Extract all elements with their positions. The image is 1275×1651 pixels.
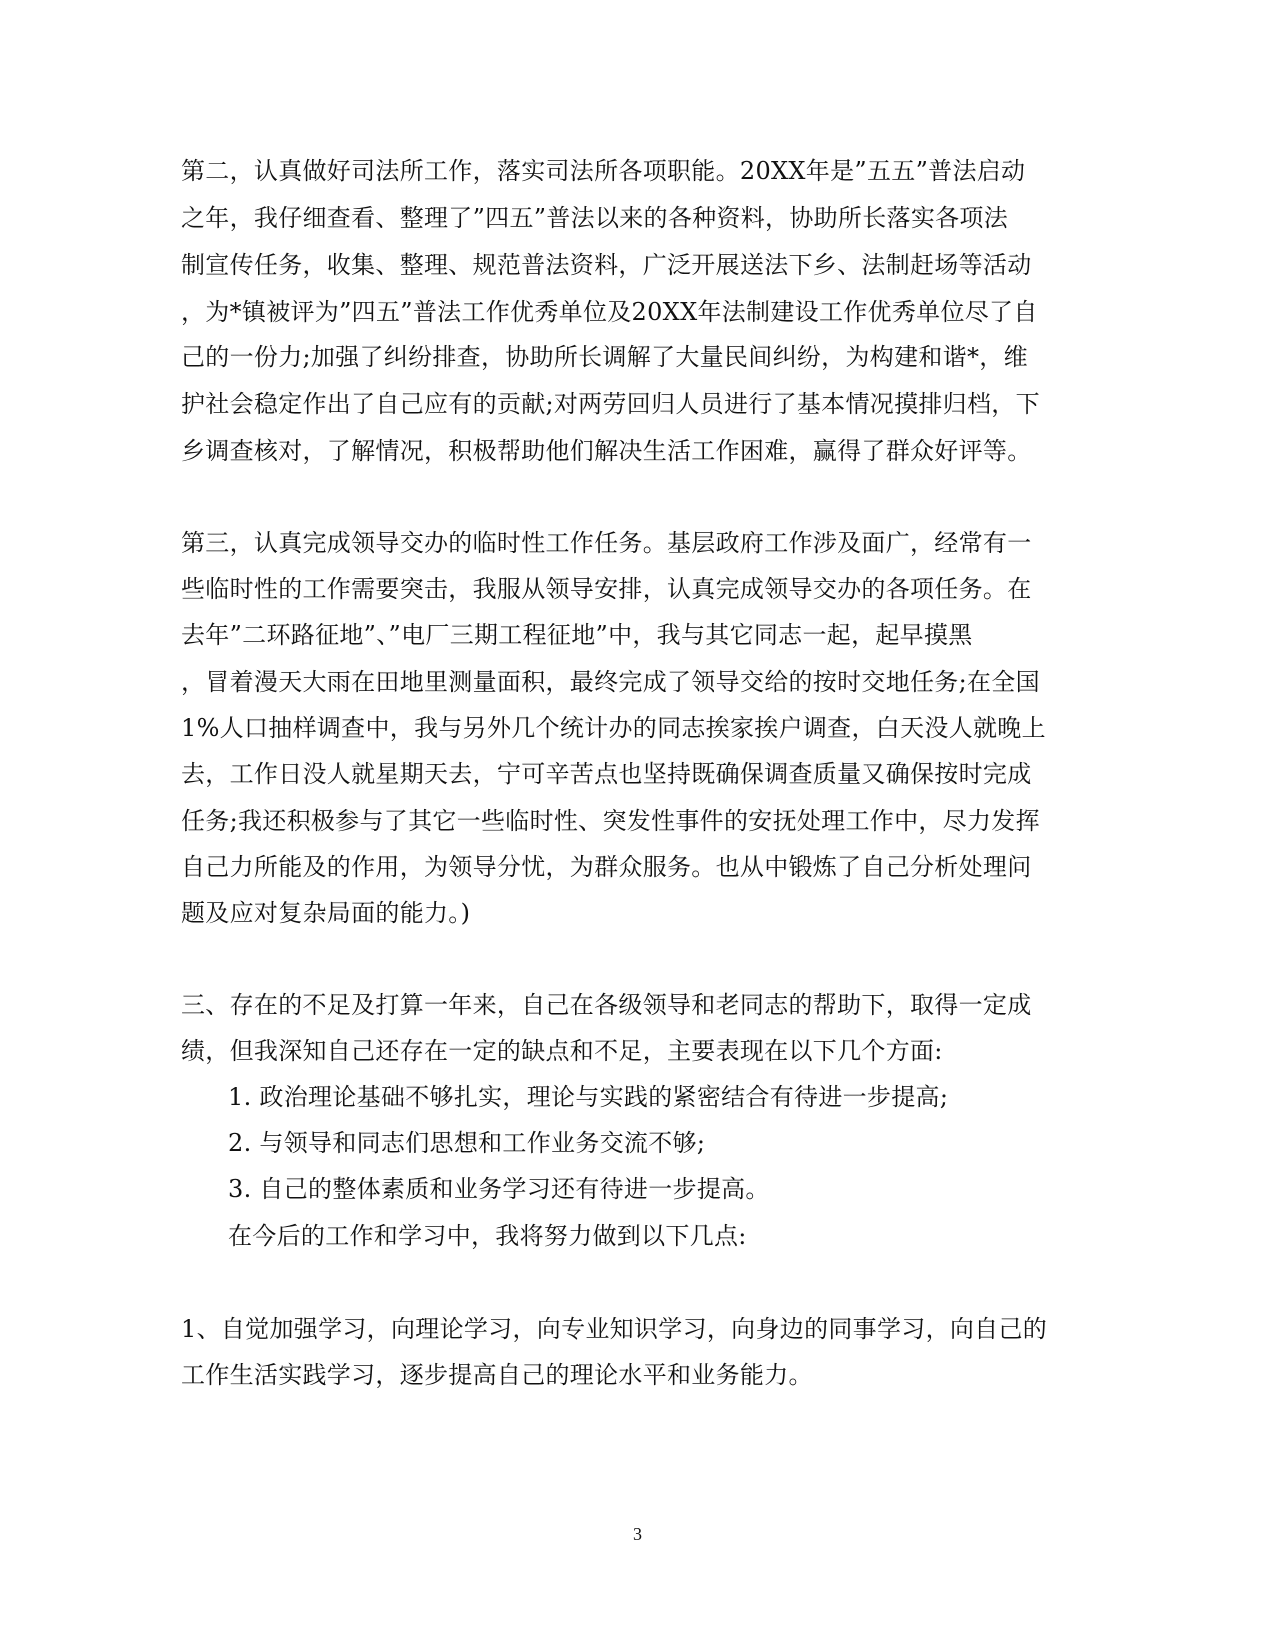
list-item: 3. 自己的整体素质和业务学习还有待进一步提高。 — [228, 1175, 770, 1203]
text-line: 第二，认真做好司法所工作，落实司法所各项职能。20XX年是”五五”普法启动 — [181, 157, 1026, 185]
text-line: ，冒着漫天大雨在田地里测量面积，最终完成了领导交给的按时交地任务;在全国 — [181, 668, 1040, 696]
text-line: 在今后的工作和学习中，我将努力做到以下几点: — [228, 1222, 747, 1250]
text-line: 去，工作日没人就星期天去，宁可辛苦点也坚持既确保调查质量又确保按时完成 — [181, 760, 1032, 788]
text-line: ，为*镇被评为”四五”普法工作优秀单位及20XX年法制建设工作优秀单位尽了自 — [181, 298, 1038, 326]
text-line: 乡调查核对，了解情况，积极帮助他们解决生活工作困难，赢得了群众好评等。 — [181, 437, 1032, 465]
text-line: 工作生活实践学习，逐步提高自己的理论水平和业务能力。 — [181, 1361, 813, 1389]
list-item: 2. 与领导和同志们思想和工作业务交流不够; — [228, 1129, 706, 1157]
list-item: 1. 政治理论基础不够扎实，理论与实践的紧密结合有待进一步提高; — [228, 1083, 949, 1111]
text-line: 任务;我还积极参与了其它一些临时性、突发性事件的安抚处理工作中，尽力发挥 — [181, 807, 1040, 835]
text-line: 绩，但我深知自己还存在一定的缺点和不足，主要表现在以下几个方面: — [181, 1037, 943, 1065]
section-heading-line: 三、存在的不足及打算一年来，自己在各级领导和老同志的帮助下，取得一定成 — [181, 991, 1032, 1019]
text-line: 自己力所能及的作用，为领导分忧，为群众服务。也从中锻炼了自己分析处理问 — [181, 853, 1032, 881]
text-line: 制宣传任务，收集、整理、规范普法资料，广泛开展送法下乡、法制赶场等活动 — [181, 251, 1032, 279]
text-line: 些临时性的工作需要突击，我服从领导安排，认真完成领导交办的各项任务。在 — [181, 575, 1032, 603]
text-line: 之年，我仔细查看、整理了”四五”普法以来的各种资料，协助所长落实各项法 — [181, 204, 1009, 232]
text-line: 1%人口抽样调查中，我与另外几个统计办的同志挨家挨户调查，白天没人就晚上 — [181, 714, 1046, 742]
text-line: 己的一份力;加强了纠纷排查，协助所长调解了大量民间纠纷，为构建和谐*，维 — [181, 343, 1028, 371]
text-line: 题及应对复杂局面的能力。) — [181, 899, 471, 927]
text-line: 去年”二环路征地”、”电厂三期工程征地”中，我与其它同志一起，起早摸黑 — [181, 621, 973, 649]
text-line: 护社会稳定作出了自己应有的贡献;对两劳回归人员进行了基本情况摸排归档，下 — [181, 390, 1040, 418]
text-line: 1、自觉加强学习，向理论学习，向专业知识学习，向身边的同事学习，向自己的 — [181, 1315, 1048, 1343]
page-number: 3 — [633, 1524, 642, 1544]
text-line: 第三，认真完成领导交办的临时性工作任务。基层政府工作涉及面广，经常有一 — [181, 529, 1032, 557]
